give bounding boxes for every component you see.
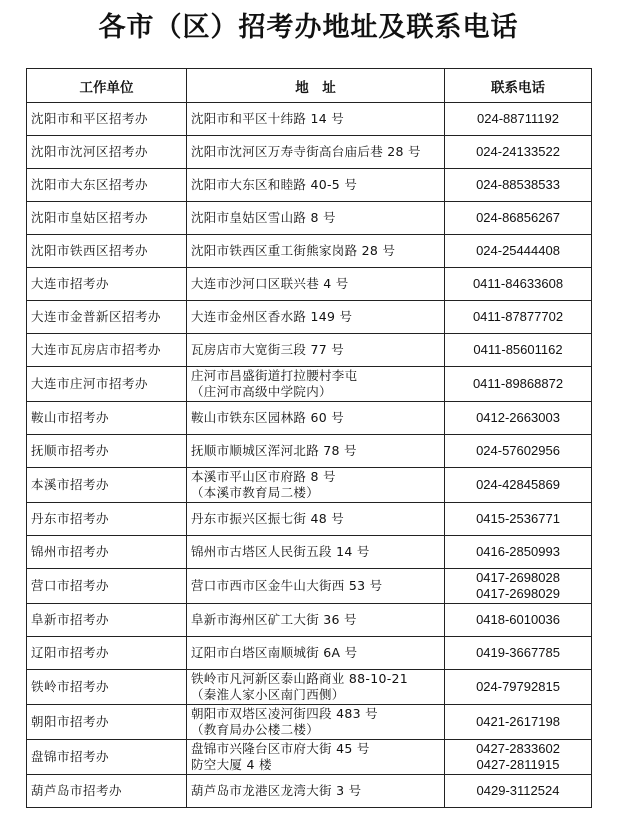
address-cell bbox=[187, 202, 445, 235]
unit-cell: 鞍山市招考办 bbox=[27, 402, 187, 435]
page-title: 各市（区）招考办地址及联系电话 bbox=[98, 12, 519, 43]
phone-cell bbox=[445, 468, 592, 503]
address-cell bbox=[187, 402, 445, 435]
address-line: 丹东市振兴区振七街 48 号 bbox=[191, 511, 345, 526]
phone-number: 0418-6010036 bbox=[476, 612, 560, 627]
table-row bbox=[27, 503, 592, 536]
phone-number: 0419-3667785 bbox=[476, 645, 560, 660]
address-line: 阜新市海州区矿工大街 36 号 bbox=[191, 612, 357, 627]
unit-cell: 沈阳市沈河区招考办 bbox=[27, 136, 187, 169]
unit-cell: 大连市招考办 bbox=[27, 268, 187, 301]
phone-cell bbox=[445, 604, 592, 637]
table-row bbox=[27, 604, 592, 637]
address-line: 大连市沙河口区联兴巷 4 号 bbox=[191, 276, 349, 291]
address-line: 鞍山市铁东区园林路 60 号 bbox=[191, 410, 345, 425]
address-line: （庄河市高级中学院内） bbox=[191, 384, 332, 399]
address-line: 盘锦市兴隆台区市府大街 45 号 bbox=[191, 741, 370, 756]
table-row bbox=[27, 402, 592, 435]
address-cell bbox=[187, 367, 445, 402]
address-cell bbox=[187, 740, 445, 775]
table-row bbox=[27, 235, 592, 268]
address-line: 铁岭市凡河新区泰山路商业 88-10-21 bbox=[191, 671, 409, 686]
phone-number: 0427-2811915 bbox=[476, 757, 560, 772]
phone-number: 024-42845869 bbox=[476, 477, 560, 492]
phone-cell bbox=[445, 334, 592, 367]
phone-cell bbox=[445, 637, 592, 670]
address-line: 防空大厦 4 楼 bbox=[191, 757, 272, 772]
unit-cell: 沈阳市铁西区招考办 bbox=[27, 235, 187, 268]
phone-number: 0411-84633608 bbox=[472, 276, 564, 291]
address-line: 葫芦岛市龙港区龙湾大街 3 号 bbox=[191, 783, 362, 798]
phone-cell bbox=[445, 705, 592, 740]
phone-number: 024-25444408 bbox=[476, 243, 560, 258]
phone-number: 024-24133522 bbox=[476, 144, 560, 159]
phone-number: 0429-3112524 bbox=[476, 783, 560, 798]
phone-number: 0417-2698029 bbox=[476, 586, 560, 601]
address-line: 朝阳市双塔区凌河街四段 483 号 bbox=[191, 706, 378, 721]
phone-number: 0416-2850993 bbox=[476, 544, 560, 559]
phone-cell bbox=[445, 435, 592, 468]
header-unit: 工作单位 bbox=[27, 69, 187, 103]
phone-cell bbox=[445, 103, 592, 136]
unit-cell: 辽阳市招考办 bbox=[27, 637, 187, 670]
address-line: （教育局办公楼二楼） bbox=[191, 722, 320, 737]
phone-number: 024-88538533 bbox=[476, 177, 560, 192]
address-cell bbox=[187, 435, 445, 468]
table-row bbox=[27, 103, 592, 136]
unit-cell: 沈阳市皇姑区招考办 bbox=[27, 202, 187, 235]
table-header-row bbox=[27, 69, 592, 103]
unit-cell: 铁岭市招考办 bbox=[27, 670, 187, 705]
table-row bbox=[27, 169, 592, 202]
address-line: 本溪市平山区市府路 8 号 bbox=[191, 469, 336, 484]
address-line: 辽阳市白塔区南顺城街 6A 号 bbox=[191, 645, 358, 660]
unit-cell: 营口市招考办 bbox=[27, 569, 187, 604]
address-line: 沈阳市铁西区重工街熊家岗路 28 号 bbox=[191, 243, 396, 258]
address-cell bbox=[187, 334, 445, 367]
unit-cell: 大连市瓦房店市招考办 bbox=[27, 334, 187, 367]
address-cell bbox=[187, 235, 445, 268]
unit-cell: 本溪市招考办 bbox=[27, 468, 187, 503]
phone-cell bbox=[445, 569, 592, 604]
unit-cell: 朝阳市招考办 bbox=[27, 705, 187, 740]
unit-cell: 丹东市招考办 bbox=[27, 503, 187, 536]
address-line: 抚顺市顺城区浑河北路 78 号 bbox=[191, 443, 357, 458]
address-line: 锦州市古塔区人民街五段 14 号 bbox=[191, 544, 370, 559]
address-cell bbox=[187, 670, 445, 705]
phone-number: 0411-85601162 bbox=[473, 342, 563, 357]
address-cell bbox=[187, 569, 445, 604]
phone-number: 024-86856267 bbox=[476, 210, 560, 225]
address-line: 沈阳市沈河区万寿寺街高台庙后巷 28 号 bbox=[191, 144, 421, 159]
phone-number: 0411-87877702 bbox=[472, 309, 564, 324]
address-line: 庄河市昌盛街道打拉腰村李屯 bbox=[191, 368, 358, 383]
table-row bbox=[27, 775, 592, 808]
table-row bbox=[27, 637, 592, 670]
table-row bbox=[27, 202, 592, 235]
phone-cell bbox=[445, 536, 592, 569]
phone-cell bbox=[445, 775, 592, 808]
address-cell bbox=[187, 775, 445, 808]
address-cell bbox=[187, 468, 445, 503]
address-line: 沈阳市和平区十纬路 14 号 bbox=[191, 111, 345, 126]
table-row bbox=[27, 268, 592, 301]
address-cell bbox=[187, 136, 445, 169]
phone-cell bbox=[445, 670, 592, 705]
table-row bbox=[27, 136, 592, 169]
contact-table bbox=[26, 68, 592, 808]
phone-number: 0412-2663003 bbox=[476, 410, 560, 425]
unit-cell: 盘锦市招考办 bbox=[27, 740, 187, 775]
phone-number: 0421-2617198 bbox=[476, 714, 560, 729]
table-row bbox=[27, 367, 592, 402]
phone-number: 024-57602956 bbox=[476, 443, 560, 458]
phone-cell bbox=[445, 367, 592, 402]
address-cell bbox=[187, 604, 445, 637]
table-row bbox=[27, 670, 592, 705]
phone-number: 0411-89868872 bbox=[472, 376, 564, 391]
unit-cell: 阜新市招考办 bbox=[27, 604, 187, 637]
address-line: （本溪市教育局二楼） bbox=[191, 485, 320, 500]
table-row bbox=[27, 536, 592, 569]
unit-cell: 锦州市招考办 bbox=[27, 536, 187, 569]
unit-cell: 抚顺市招考办 bbox=[27, 435, 187, 468]
phone-cell bbox=[445, 235, 592, 268]
phone-cell bbox=[445, 268, 592, 301]
address-line: 大连市金州区香水路 149 号 bbox=[191, 309, 353, 324]
unit-cell: 沈阳市大东区招考办 bbox=[27, 169, 187, 202]
phone-number: 0427-2833602 bbox=[476, 741, 560, 756]
address-line: 沈阳市皇姑区雪山路 8 号 bbox=[191, 210, 336, 225]
table-row bbox=[27, 569, 592, 604]
address-cell bbox=[187, 103, 445, 136]
address-cell bbox=[187, 705, 445, 740]
table-row bbox=[27, 435, 592, 468]
phone-cell bbox=[445, 136, 592, 169]
table-row bbox=[27, 301, 592, 334]
phone-number: 024-88711192 bbox=[477, 111, 559, 126]
address-cell bbox=[187, 268, 445, 301]
address-cell bbox=[187, 301, 445, 334]
address-cell bbox=[187, 503, 445, 536]
address-cell bbox=[187, 169, 445, 202]
table-row bbox=[27, 468, 592, 503]
phone-cell bbox=[445, 503, 592, 536]
phone-number: 0417-2698028 bbox=[476, 570, 560, 585]
phone-number: 0415-2536771 bbox=[476, 511, 560, 526]
table-row bbox=[27, 740, 592, 775]
phone-cell bbox=[445, 169, 592, 202]
address-line: 营口市西市区金牛山大街西 53 号 bbox=[191, 578, 383, 593]
address-line: 瓦房店市大宽街三段 77 号 bbox=[191, 342, 345, 357]
address-line: 沈阳市大东区和睦路 40-5 号 bbox=[191, 177, 358, 192]
unit-cell: 大连市庄河市招考办 bbox=[27, 367, 187, 402]
header-phone: 联系电话 bbox=[445, 69, 592, 103]
table-row bbox=[27, 705, 592, 740]
address-cell bbox=[187, 637, 445, 670]
address-cell bbox=[187, 536, 445, 569]
table-row bbox=[27, 334, 592, 367]
unit-cell: 沈阳市和平区招考办 bbox=[27, 103, 187, 136]
phone-cell bbox=[445, 740, 592, 775]
phone-cell bbox=[445, 202, 592, 235]
unit-cell: 葫芦岛市招考办 bbox=[27, 775, 187, 808]
phone-cell bbox=[445, 301, 592, 334]
header-address: 地 址 bbox=[187, 69, 445, 103]
table-body bbox=[27, 103, 592, 808]
unit-cell: 大连市金普新区招考办 bbox=[27, 301, 187, 334]
phone-number: 024-79792815 bbox=[476, 679, 560, 694]
address-line: （秦淮人家小区南门西侧） bbox=[191, 687, 345, 702]
phone-cell bbox=[445, 402, 592, 435]
